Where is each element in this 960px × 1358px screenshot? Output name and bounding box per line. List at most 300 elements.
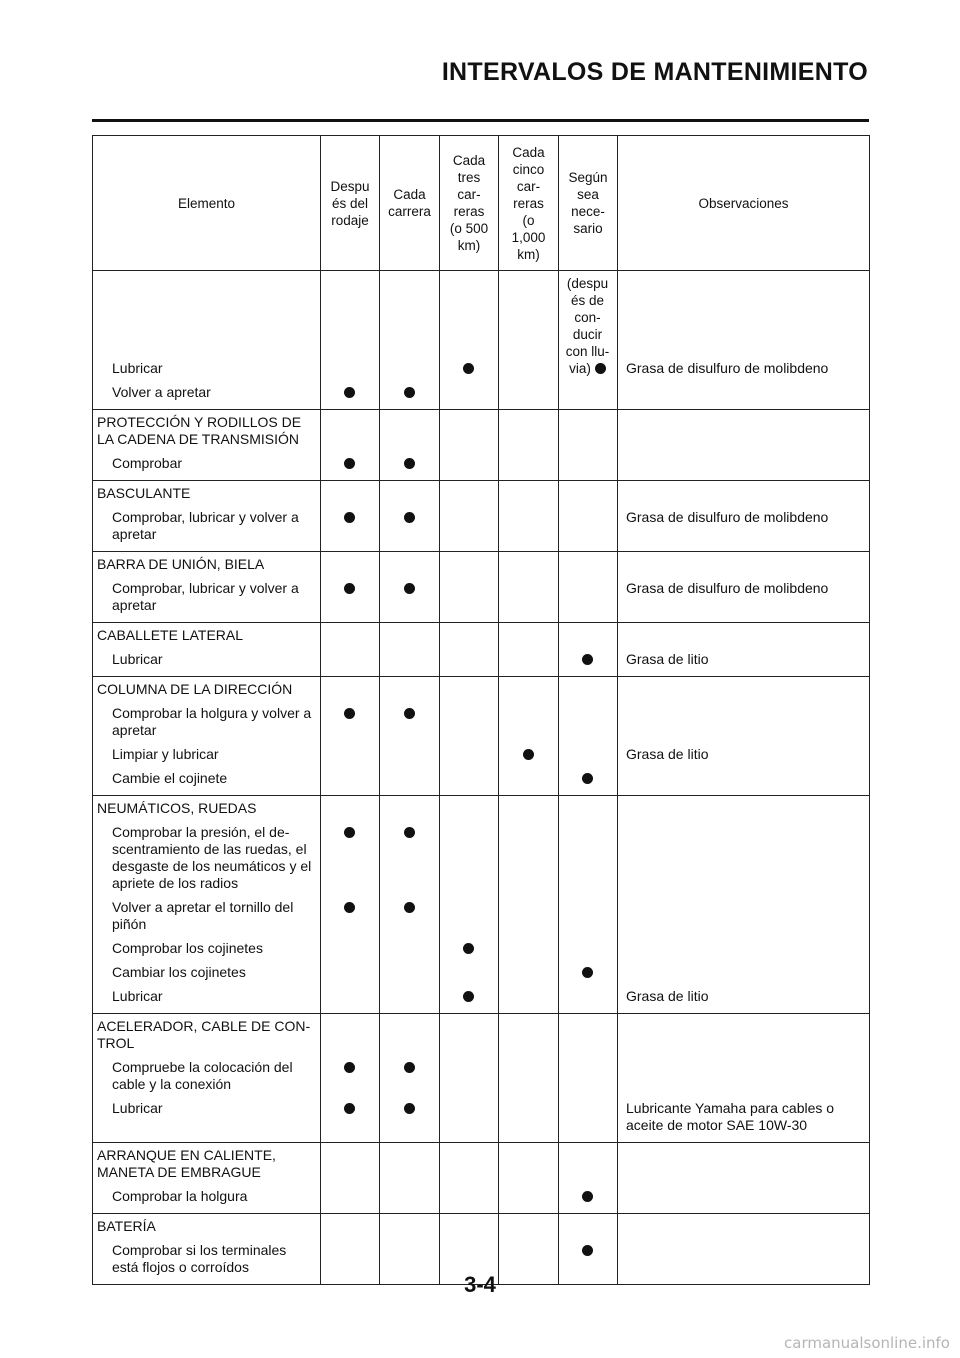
remark-text: Lubricante Yamaha para cables o aceite de motor SAE 10W-30 bbox=[626, 1100, 835, 1133]
remark-text bbox=[622, 770, 864, 787]
interval-cell bbox=[440, 796, 499, 1014]
interval-mark-slot bbox=[563, 746, 612, 763]
spacer bbox=[622, 627, 864, 644]
interval-cell bbox=[380, 271, 440, 410]
interval-mark-slot bbox=[563, 509, 612, 543]
interval-cell bbox=[559, 623, 618, 677]
interval-mark-slot bbox=[503, 1188, 553, 1205]
filled-circle-icon bbox=[344, 902, 355, 913]
maintenance-item: Volver a apretar el tornillo del piñón bbox=[112, 899, 294, 932]
spacer bbox=[444, 1218, 493, 1235]
interval-mark-slot bbox=[563, 651, 612, 668]
remark-text: Grasa de litio bbox=[626, 988, 709, 1004]
remarks-cell bbox=[618, 552, 870, 623]
remark-text: Grasa de litio bbox=[626, 746, 709, 762]
interval-mark-slot bbox=[503, 899, 553, 933]
maintenance-item: Comprobar si los terminales está flojos o corroídos bbox=[112, 1242, 287, 1275]
section-title: COLUMNA DE LA DIRECCIÓN bbox=[97, 681, 293, 697]
interval-cell bbox=[440, 552, 499, 623]
filled-circle-icon bbox=[463, 943, 474, 954]
interval-mark-slot bbox=[503, 455, 553, 472]
spacer bbox=[444, 556, 493, 573]
remark-text: Grasa de litio bbox=[626, 651, 709, 667]
section-title: NEUMÁTICOS, RUEDAS bbox=[97, 800, 257, 816]
interval-cell bbox=[499, 410, 559, 481]
interval-mark-slot bbox=[444, 1188, 493, 1205]
filled-circle-icon bbox=[404, 583, 415, 594]
maintenance-item: Limpiar y lubricar bbox=[112, 746, 219, 762]
interval-mark-slot bbox=[563, 940, 612, 957]
maintenance-item: Comprobar la holgura y volver a apretar bbox=[112, 705, 312, 738]
interval-mark-slot bbox=[563, 705, 612, 739]
interval-mark-slot bbox=[384, 899, 434, 933]
spacer bbox=[325, 800, 374, 817]
spacer bbox=[384, 414, 434, 448]
header-element: Elemento bbox=[93, 136, 321, 271]
interval-mark-slot bbox=[503, 1242, 553, 1276]
remarks-cell bbox=[618, 623, 870, 677]
interval-mark-slot bbox=[503, 824, 553, 892]
spacer bbox=[384, 556, 434, 573]
maintenance-item: Cambiar los cojinetes bbox=[112, 964, 246, 980]
spacer bbox=[384, 1018, 434, 1052]
interval-mark-slot bbox=[503, 746, 553, 763]
interval-mark-slot bbox=[444, 988, 493, 1005]
interval-mark-slot bbox=[325, 770, 374, 787]
interval-mark-slot bbox=[325, 964, 374, 981]
spacer bbox=[325, 1218, 374, 1235]
filled-circle-icon bbox=[344, 1062, 355, 1073]
interval-mark-slot bbox=[444, 746, 493, 763]
maintenance-item: Cambie el cojinete bbox=[112, 770, 228, 786]
maintenance-item: Comprobar, lubricar y volver a apretar bbox=[112, 509, 299, 542]
remark-text bbox=[622, 899, 864, 933]
interval-mark-slot bbox=[444, 705, 493, 739]
spacer bbox=[444, 485, 493, 502]
remark-text bbox=[622, 824, 864, 892]
remark-text bbox=[622, 940, 864, 957]
element-cell bbox=[93, 1143, 321, 1214]
remark-text bbox=[622, 964, 864, 981]
interval-mark-slot bbox=[384, 509, 434, 543]
interval-cell bbox=[559, 481, 618, 552]
maintenance-item: Lubricar bbox=[112, 360, 163, 376]
remarks-cell bbox=[618, 796, 870, 1014]
interval-cell bbox=[380, 796, 440, 1014]
maintenance-item: Comprobar la holgura bbox=[112, 1188, 248, 1204]
spacer bbox=[503, 800, 553, 817]
interval-cell bbox=[321, 1143, 380, 1214]
element-cell bbox=[93, 481, 321, 552]
interval-mark-slot bbox=[444, 384, 493, 401]
interval-mark-slot bbox=[503, 580, 553, 614]
interval-mark-slot bbox=[325, 899, 374, 933]
page-title: INTERVALOS DE MANTENIMIENTO bbox=[441, 58, 868, 86]
spacer bbox=[444, 414, 493, 448]
table-row bbox=[93, 271, 870, 410]
filled-circle-icon bbox=[404, 387, 415, 398]
filled-circle-icon bbox=[582, 773, 593, 784]
remark-text bbox=[622, 384, 864, 401]
filled-circle-icon bbox=[344, 458, 355, 469]
interval-mark-slot bbox=[503, 770, 553, 787]
filled-circle-icon bbox=[404, 1103, 415, 1114]
interval-mark-slot bbox=[503, 275, 553, 377]
table-row bbox=[93, 1014, 870, 1143]
interval-cell bbox=[559, 796, 618, 1014]
interval-mark-slot bbox=[444, 275, 493, 377]
maintenance-item: Volver a apretar bbox=[112, 384, 211, 400]
interval-cell bbox=[380, 481, 440, 552]
condition-text: (despu és de con- ducir con llu- via) bbox=[565, 276, 610, 376]
interval-mark-slot bbox=[384, 988, 434, 1005]
interval-mark-slot bbox=[384, 455, 434, 472]
spacer bbox=[563, 556, 612, 573]
spacer bbox=[325, 414, 374, 448]
maintenance-item: Lubricar bbox=[112, 988, 163, 1004]
interval-cell bbox=[380, 1014, 440, 1143]
interval-mark-slot bbox=[444, 580, 493, 614]
interval-cell bbox=[440, 1014, 499, 1143]
maintenance-item: Comprobar la presión, el de- scentramiento de las ruedas, el desgaste de los neumáticos y el apriete de los radios bbox=[112, 824, 312, 891]
interval-mark-slot bbox=[563, 824, 612, 892]
interval-mark-slot bbox=[325, 509, 374, 543]
interval-cell bbox=[321, 796, 380, 1014]
filled-circle-icon bbox=[404, 512, 415, 523]
spacer bbox=[622, 681, 864, 698]
interval-cell bbox=[499, 271, 559, 410]
interval-cell bbox=[559, 552, 618, 623]
interval-mark-slot bbox=[384, 1242, 434, 1276]
element-cell bbox=[93, 623, 321, 677]
filled-circle-icon bbox=[582, 1245, 593, 1256]
interval-cell bbox=[321, 677, 380, 796]
interval-mark-slot bbox=[384, 824, 434, 892]
maintenance-item: Comprobar bbox=[112, 455, 183, 471]
spacer bbox=[384, 1218, 434, 1235]
header-every-race: Cada carrera bbox=[380, 136, 440, 271]
interval-cell bbox=[499, 796, 559, 1014]
interval-cell bbox=[380, 410, 440, 481]
section-title: BARRA DE UNIÓN, BIELA bbox=[97, 556, 265, 572]
filled-circle-icon bbox=[463, 991, 474, 1002]
interval-mark-slot bbox=[444, 1100, 493, 1134]
interval-mark-slot bbox=[444, 455, 493, 472]
spacer bbox=[503, 627, 553, 644]
remark-text bbox=[622, 1242, 864, 1276]
as-needed-condition bbox=[566, 275, 610, 377]
interval-mark-slot bbox=[444, 1059, 493, 1093]
interval-mark-slot bbox=[503, 964, 553, 981]
spacer bbox=[563, 800, 612, 817]
interval-mark-slot bbox=[325, 455, 374, 472]
interval-mark-slot bbox=[444, 509, 493, 543]
interval-mark-slot bbox=[503, 1100, 553, 1134]
spacer bbox=[503, 1147, 553, 1181]
interval-cell bbox=[440, 623, 499, 677]
interval-cell bbox=[440, 677, 499, 796]
element-cell bbox=[93, 1014, 321, 1143]
spacer bbox=[622, 1147, 864, 1181]
spacer bbox=[563, 681, 612, 698]
interval-cell bbox=[380, 677, 440, 796]
maintenance-item: Lubricar bbox=[112, 1100, 163, 1116]
filled-circle-icon bbox=[344, 583, 355, 594]
interval-mark-slot bbox=[444, 899, 493, 933]
interval-mark-slot bbox=[563, 899, 612, 933]
spacer bbox=[563, 627, 612, 644]
interval-mark-slot bbox=[325, 824, 374, 892]
interval-mark-slot bbox=[384, 651, 434, 668]
section-title: ARRANQUE EN CALIENTE, MANETA DE EMBRAGUE bbox=[97, 1147, 276, 1180]
interval-cell bbox=[321, 481, 380, 552]
interval-cell bbox=[559, 1014, 618, 1143]
remarks-cell bbox=[618, 1014, 870, 1143]
interval-mark-slot bbox=[325, 1059, 374, 1093]
filled-circle-icon bbox=[463, 363, 474, 374]
interval-mark-slot bbox=[503, 705, 553, 739]
interval-cell bbox=[499, 1143, 559, 1214]
spacer bbox=[325, 556, 374, 573]
spacer bbox=[503, 414, 553, 448]
filled-circle-icon bbox=[523, 749, 534, 760]
interval-cell bbox=[559, 410, 618, 481]
header-every-five-races: Cada cinco car- reras (o 1,000 km) bbox=[499, 136, 559, 271]
section-title: CABALLETE LATERAL bbox=[97, 627, 244, 643]
interval-mark-slot bbox=[503, 651, 553, 668]
spacer bbox=[325, 627, 374, 644]
spacer bbox=[325, 1018, 374, 1052]
filled-circle-icon bbox=[344, 387, 355, 398]
title-rule bbox=[92, 119, 869, 122]
interval-cell bbox=[321, 410, 380, 481]
spacer bbox=[444, 800, 493, 817]
filled-circle-icon bbox=[582, 967, 593, 978]
filled-circle-icon bbox=[582, 654, 593, 665]
interval-mark-slot bbox=[325, 746, 374, 763]
interval-mark-slot bbox=[384, 580, 434, 614]
interval-mark-slot bbox=[444, 1242, 493, 1276]
maintenance-item: Comprobar los cojinetes bbox=[112, 940, 263, 956]
interval-mark-slot bbox=[384, 940, 434, 957]
interval-mark-slot bbox=[563, 770, 612, 787]
filled-circle-icon bbox=[344, 827, 355, 838]
spacer bbox=[325, 681, 374, 698]
filled-circle-icon bbox=[582, 1191, 593, 1202]
interval-cell bbox=[499, 552, 559, 623]
remark-text: Grasa de disulfuro de molibdeno bbox=[626, 580, 829, 596]
interval-cell bbox=[321, 271, 380, 410]
interval-mark-slot bbox=[563, 964, 612, 981]
interval-mark-slot bbox=[444, 940, 493, 957]
interval-mark-slot bbox=[325, 940, 374, 957]
maintenance-item: Comprobar, lubricar y volver a apretar bbox=[112, 580, 299, 613]
filled-circle-icon bbox=[404, 708, 415, 719]
interval-cell bbox=[321, 552, 380, 623]
interval-cell bbox=[321, 1014, 380, 1143]
interval-cell bbox=[559, 271, 618, 410]
remark-text bbox=[622, 455, 864, 472]
spacer bbox=[503, 1018, 553, 1052]
remarks-cell bbox=[618, 1143, 870, 1214]
filled-circle-icon bbox=[344, 708, 355, 719]
interval-mark-slot bbox=[563, 988, 612, 1005]
remark-text: Grasa de disulfuro de molibdeno bbox=[626, 509, 829, 525]
watermark: carmanualsonline.info bbox=[784, 1334, 950, 1352]
spacer bbox=[444, 1018, 493, 1052]
interval-cell bbox=[499, 623, 559, 677]
interval-cell bbox=[499, 677, 559, 796]
filled-circle-icon bbox=[404, 458, 415, 469]
remarks-cell bbox=[618, 481, 870, 552]
spacer bbox=[563, 1147, 612, 1181]
element-cell bbox=[93, 410, 321, 481]
remark-text bbox=[622, 1188, 864, 1205]
spacer bbox=[444, 627, 493, 644]
remarks-cell bbox=[618, 677, 870, 796]
filled-circle-icon bbox=[404, 827, 415, 838]
header-remarks: Observaciones bbox=[618, 136, 870, 271]
spacer bbox=[384, 681, 434, 698]
interval-cell bbox=[440, 410, 499, 481]
table-row bbox=[93, 677, 870, 796]
filled-circle-icon bbox=[404, 1062, 415, 1073]
interval-mark-slot bbox=[325, 988, 374, 1005]
header-as-needed: Según sea nece- sario bbox=[559, 136, 618, 271]
spacer bbox=[622, 800, 864, 817]
interval-mark-slot bbox=[325, 705, 374, 739]
table-row bbox=[93, 1143, 870, 1214]
interval-cell bbox=[380, 623, 440, 677]
interval-mark-slot bbox=[444, 964, 493, 981]
interval-mark-slot bbox=[503, 509, 553, 543]
filled-circle-icon bbox=[595, 363, 606, 374]
interval-cell bbox=[321, 623, 380, 677]
interval-mark-slot bbox=[503, 940, 553, 957]
spacer bbox=[563, 414, 612, 448]
spacer bbox=[503, 556, 553, 573]
spacer bbox=[622, 1218, 864, 1235]
spacer bbox=[325, 485, 374, 502]
interval-cell bbox=[559, 677, 618, 796]
interval-mark-slot bbox=[325, 651, 374, 668]
spacer bbox=[444, 1147, 493, 1181]
interval-mark-slot bbox=[384, 275, 434, 377]
interval-mark-slot bbox=[503, 988, 553, 1005]
element-cell bbox=[93, 552, 321, 623]
table-row bbox=[93, 410, 870, 481]
element-cell bbox=[93, 796, 321, 1014]
maintenance-item: Lubricar bbox=[112, 651, 163, 667]
remarks-cell bbox=[618, 410, 870, 481]
maintenance-item: Compruebe la colocación del cable y la conexión bbox=[112, 1059, 293, 1092]
spacer bbox=[563, 485, 612, 502]
interval-mark-slot bbox=[563, 1188, 612, 1205]
interval-mark-slot bbox=[325, 1242, 374, 1276]
interval-mark-slot bbox=[384, 746, 434, 763]
maintenance-table bbox=[92, 135, 870, 1285]
interval-cell bbox=[499, 1014, 559, 1143]
interval-mark-slot bbox=[384, 1059, 434, 1093]
interval-mark-slot bbox=[384, 964, 434, 981]
spacer bbox=[563, 1018, 612, 1052]
header-after-breakin: Despu és del rodaje bbox=[321, 136, 380, 271]
interval-mark-slot bbox=[563, 384, 612, 401]
remarks-cell bbox=[618, 271, 870, 410]
spacer bbox=[622, 1018, 864, 1052]
interval-mark-slot bbox=[325, 1188, 374, 1205]
interval-cell bbox=[499, 481, 559, 552]
interval-cell bbox=[380, 1143, 440, 1214]
interval-cell bbox=[440, 271, 499, 410]
element-cell bbox=[93, 271, 321, 410]
interval-mark-slot bbox=[384, 384, 434, 401]
interval-mark-slot bbox=[444, 824, 493, 892]
spacer bbox=[384, 1147, 434, 1181]
interval-mark-slot bbox=[325, 580, 374, 614]
interval-cell bbox=[559, 1143, 618, 1214]
interval-mark-slot bbox=[325, 275, 374, 377]
interval-mark-slot bbox=[563, 1059, 612, 1093]
table-row bbox=[93, 552, 870, 623]
spacer bbox=[503, 681, 553, 698]
table-row bbox=[93, 623, 870, 677]
section-title: PROTECCIÓN Y RODILLOS DE LA CADENA DE TRANSMISIÓN bbox=[97, 414, 302, 447]
spacer bbox=[384, 485, 434, 502]
spacer bbox=[384, 627, 434, 644]
interval-cell bbox=[440, 481, 499, 552]
section-title: BASCULANTE bbox=[97, 485, 191, 501]
spacer bbox=[503, 485, 553, 502]
interval-mark-slot bbox=[563, 580, 612, 614]
spacer bbox=[622, 485, 864, 502]
section-title: BATERÍA bbox=[97, 1218, 156, 1234]
interval-mark-slot bbox=[325, 1100, 374, 1134]
filled-circle-icon bbox=[344, 512, 355, 523]
interval-mark-slot bbox=[563, 1242, 612, 1276]
spacer bbox=[325, 1147, 374, 1181]
interval-mark-slot bbox=[384, 770, 434, 787]
interval-cell bbox=[440, 1143, 499, 1214]
interval-mark-slot bbox=[563, 455, 612, 472]
element-cell bbox=[93, 677, 321, 796]
interval-mark-slot bbox=[444, 651, 493, 668]
table-header-row bbox=[93, 136, 870, 271]
spacer bbox=[384, 800, 434, 817]
spacer bbox=[444, 681, 493, 698]
interval-mark-slot bbox=[503, 384, 553, 401]
interval-mark-slot bbox=[563, 275, 612, 377]
interval-cell bbox=[380, 552, 440, 623]
table-row bbox=[93, 481, 870, 552]
remark-text: Grasa de disulfuro de molibdeno bbox=[626, 360, 829, 376]
page-number: 3-4 bbox=[464, 1272, 496, 1297]
interval-mark-slot bbox=[384, 705, 434, 739]
spacer bbox=[503, 1218, 553, 1235]
table-row bbox=[93, 796, 870, 1014]
interval-mark-slot bbox=[325, 384, 374, 401]
interval-mark-slot bbox=[503, 1059, 553, 1093]
spacer bbox=[563, 1218, 612, 1235]
spacer bbox=[622, 414, 864, 448]
remark-text bbox=[622, 1059, 864, 1093]
filled-circle-icon bbox=[404, 902, 415, 913]
interval-mark-slot bbox=[384, 1100, 434, 1134]
section-title: ACELERADOR, CABLE DE CON- TROL bbox=[97, 1018, 311, 1051]
spacer bbox=[622, 556, 864, 573]
interval-mark-slot bbox=[384, 1188, 434, 1205]
filled-circle-icon bbox=[344, 1103, 355, 1114]
